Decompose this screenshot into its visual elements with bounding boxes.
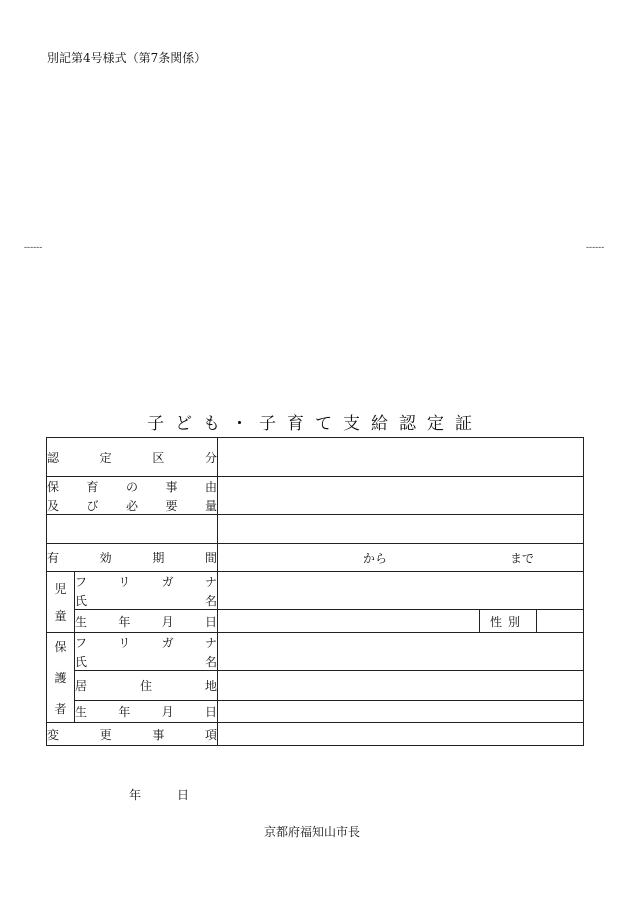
value-valid-period [218,544,584,572]
label-char: フ [75,635,88,650]
label-sex: 性別 [480,610,537,633]
label-char: ガ [161,574,174,589]
label-char: 区 [152,450,165,465]
label-blank [47,515,218,544]
label-char: 由 [204,479,217,494]
label-guardian-address [75,671,218,701]
label-valid-period [47,544,218,572]
label-child-name [75,572,218,610]
label-char: リ [118,574,131,589]
label-certification-category [47,438,218,477]
label-char: 項 [204,727,217,742]
label-char: 事 [165,479,178,494]
fold-mark-right: ------ [586,243,605,253]
label-char: ナ [204,635,217,650]
label-char: 月 [161,614,174,629]
row-guardian-address [47,671,584,701]
value-blank [218,515,584,544]
label-char: 有 [47,551,60,565]
label-char: 日 [204,614,217,629]
label-char: 住 [139,679,152,693]
label-char: 地 [204,679,217,693]
label-char: 居 [75,679,88,693]
label-child-birth [75,610,218,633]
certificate-table [46,437,584,746]
side-label-child [47,572,75,633]
value-child-name [218,572,584,610]
row-valid-period [47,544,584,572]
label-char: リ [118,635,131,650]
label-char: 名 [204,593,217,608]
value-certification-category [218,438,584,477]
label-char: 量 [204,498,217,513]
side-label-guardian [47,633,75,723]
label-char: 要 [165,498,178,513]
value-guardian-name [218,633,584,671]
row-reason [47,477,584,515]
label-char: び [86,498,99,513]
label-char: 氏 [75,654,88,669]
label-char: 日 [204,705,217,719]
row-guardian-birth [47,701,584,723]
label-char: 期 [152,551,165,565]
label-char: 及 [47,498,60,513]
label-char: フ [75,574,88,589]
period-to: まで [510,551,535,565]
label-char: 分 [204,450,217,465]
row-guardian-name [47,633,584,671]
label-char: 氏 [75,593,88,608]
label-guardian-birth [75,701,218,723]
label-char: 育 [86,479,99,494]
value-sex [537,610,584,633]
row-changes [47,723,584,746]
issue-date-day: 日 [177,788,190,802]
form-reference: 別記第4号様式（第7条関係） [47,51,207,65]
row-child-name [47,572,584,610]
label-char: 定 [99,450,112,465]
label-char: 生 [75,705,88,719]
row-certification-category [47,438,584,477]
label-char: ガ [161,635,174,650]
label-char: 生 [75,614,88,629]
row-blank [47,515,584,544]
label-char: 年 [118,705,131,719]
label-guardian-name [75,633,218,671]
value-reason [218,477,584,515]
label-char: 年 [118,614,131,629]
value-guardian-address [218,671,584,701]
value-changes [218,723,584,746]
label-char: 童 [54,609,67,623]
label-char: 保 [54,640,67,654]
label-char: 保 [47,479,60,494]
label-reason [47,477,218,515]
issuer-name: 京都府福知山市長 [264,825,361,839]
label-char: 必 [125,498,138,513]
label-char: 認 [47,450,60,465]
label-char: 変 [47,727,60,742]
label-char: 事 [152,727,165,742]
fold-mark-left: ------ [24,243,43,253]
label-char: 名 [204,654,217,669]
row-child-birth [47,610,584,633]
issue-date-year: 年 [129,788,142,802]
period-from: から [363,551,388,565]
value-guardian-birth [218,701,584,723]
label-char: の [125,479,138,494]
document-title: 子ども・子育て支給認定証 [147,414,483,434]
label-char: 者 [54,702,67,716]
label-char: 児 [54,582,67,596]
label-char: 月 [161,705,174,719]
label-char: ナ [204,574,217,589]
label-char: 護 [54,671,67,685]
value-child-birth [218,610,480,633]
label-char: 更 [99,727,112,742]
label-changes [47,723,218,746]
label-char: 効 [99,551,112,565]
label-char: 間 [204,551,217,565]
